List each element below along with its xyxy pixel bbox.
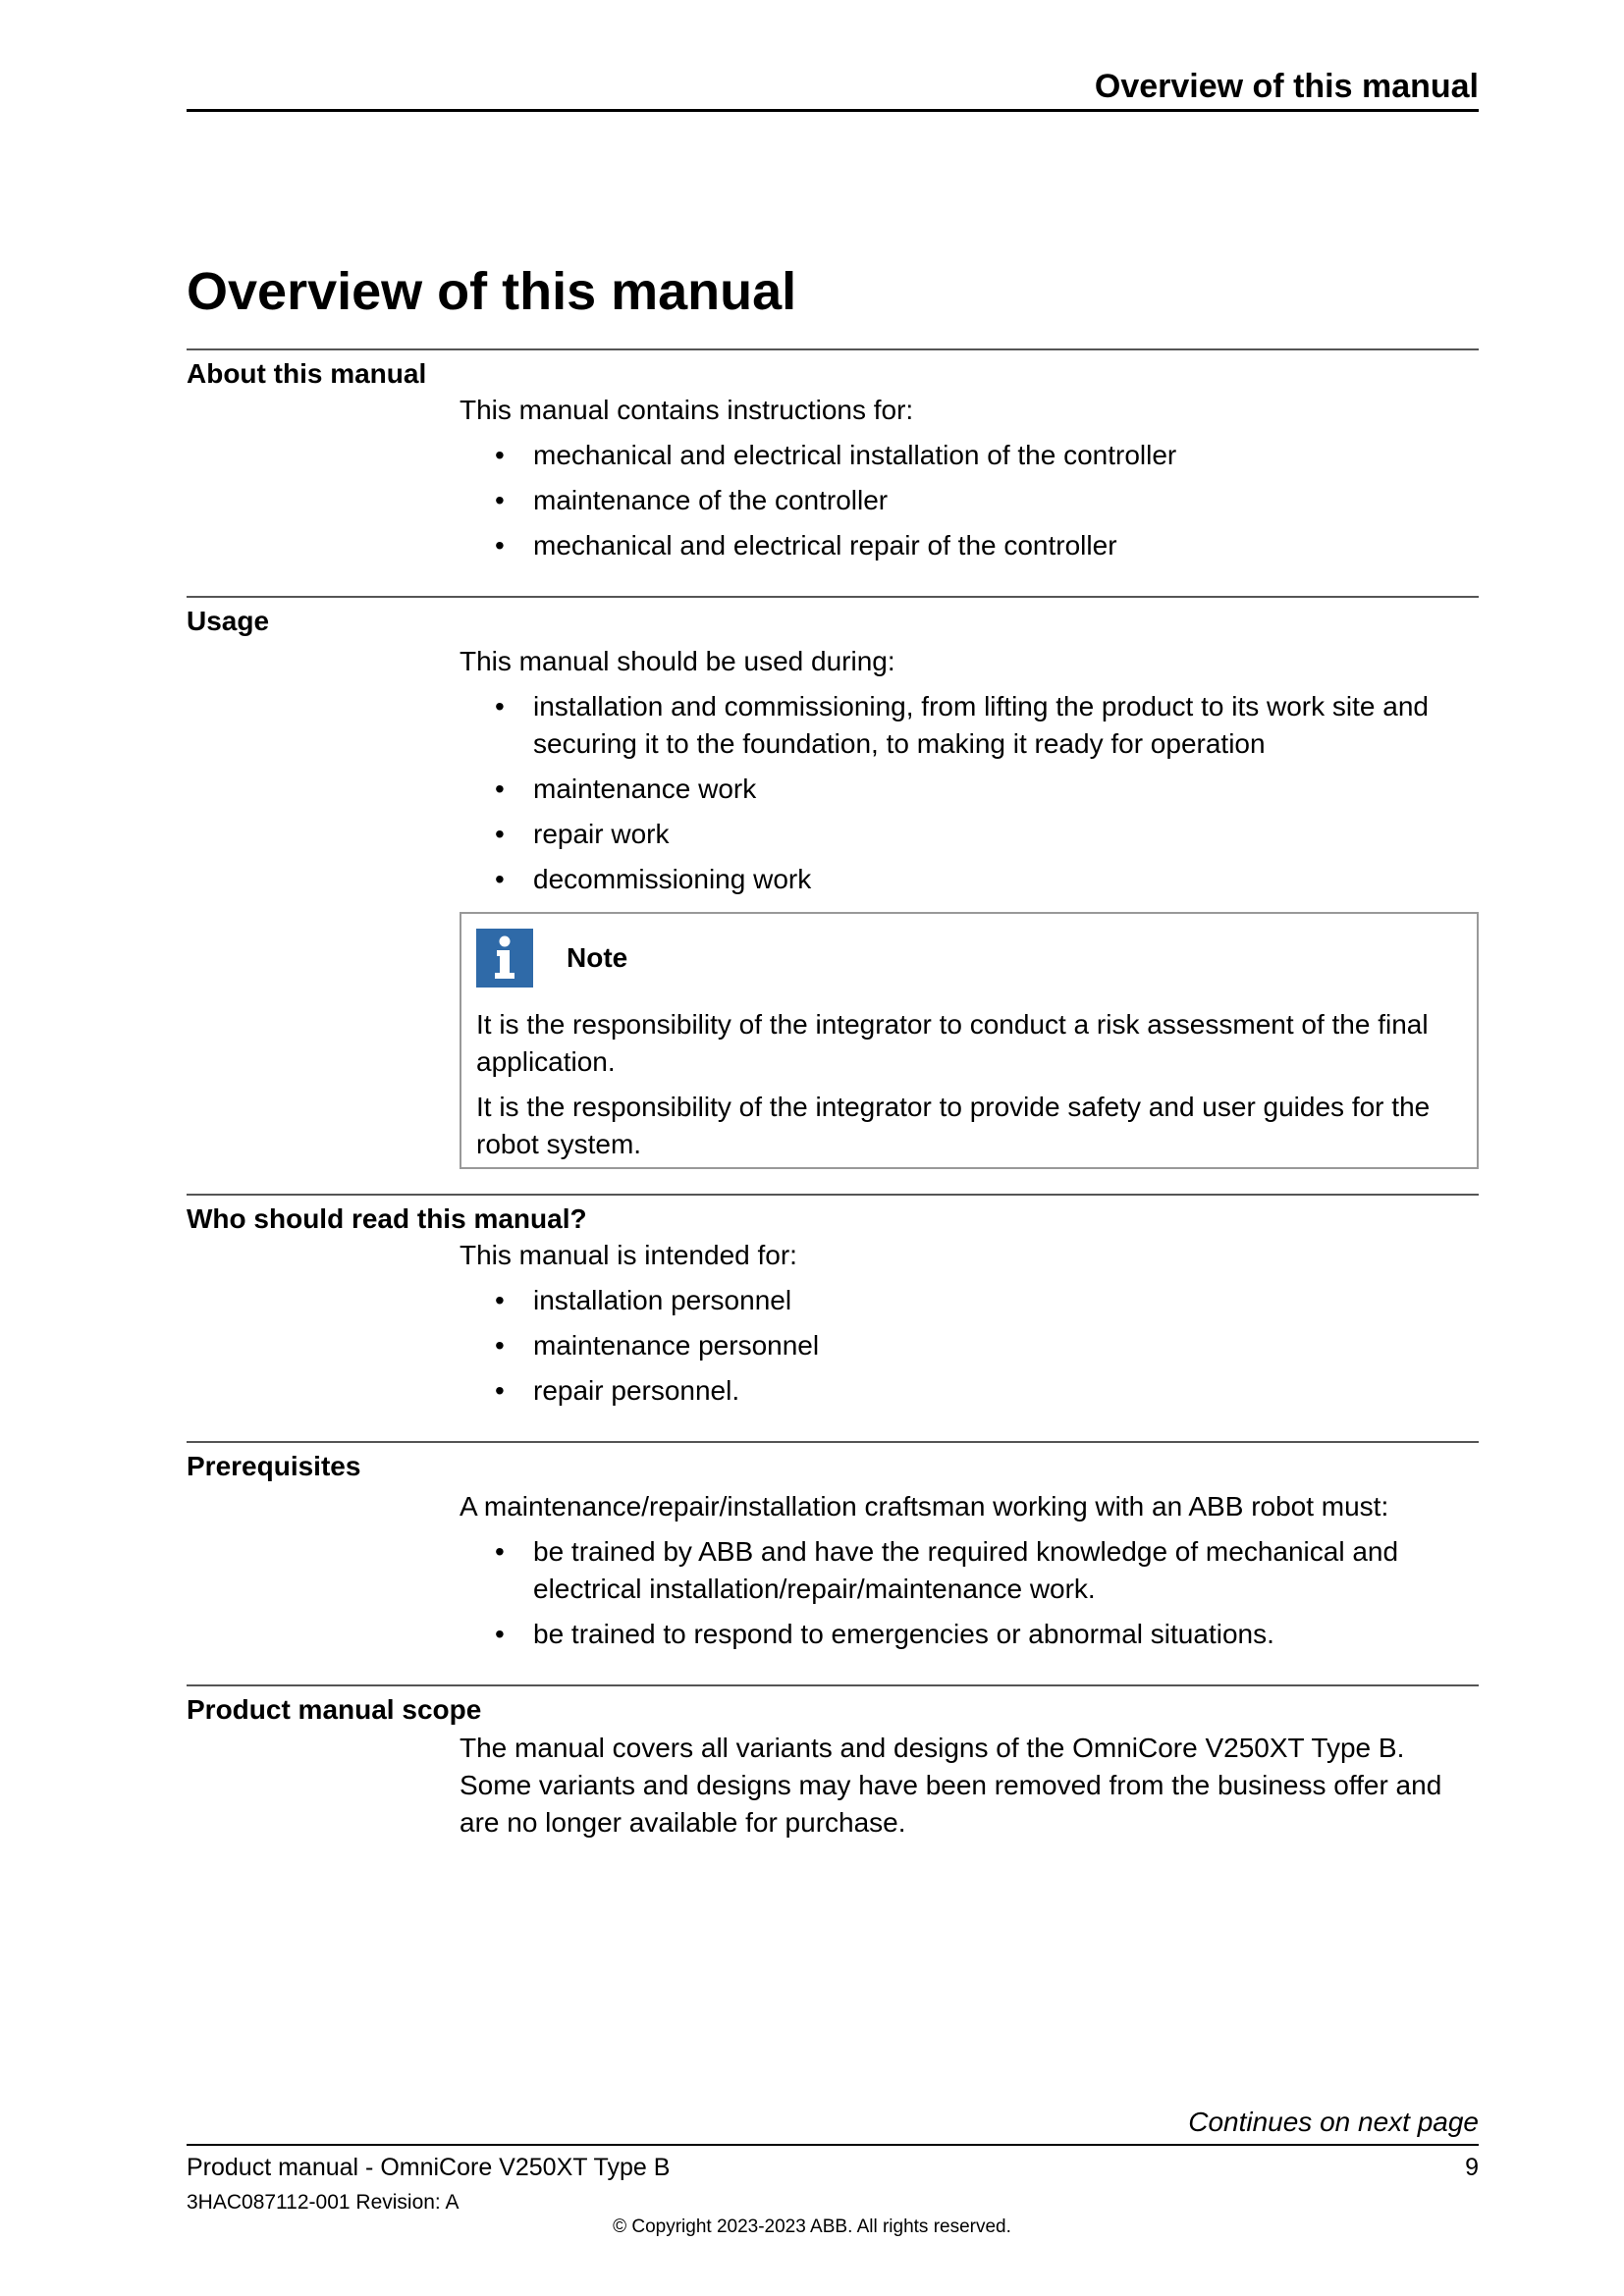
section-body (460, 1488, 1479, 1653)
list-item: • maintenance personnel (495, 1330, 820, 1361)
section-label: About this manual (187, 358, 427, 389)
footer-doc-id: 3HAC087112-001 Revision: A (187, 2191, 460, 2214)
section-body (460, 1730, 1479, 1842)
section-intro: This manual contains instructions for: (460, 395, 914, 425)
section-label: Product manual scope (187, 1694, 482, 1725)
list-item: • repair personnel. (495, 1375, 740, 1406)
note-header (476, 928, 1463, 988)
footer-product: Product manual - OmniCore V250XT Type B (187, 2154, 671, 2181)
list-item: • maintenance work (495, 774, 757, 804)
section-body (460, 392, 1479, 564)
list-item: • decommissioning work (495, 864, 812, 894)
section-prerequisites (187, 1441, 1479, 1684)
section-label: Who should read this manual? (187, 1203, 587, 1234)
list-item: • installation and commissioning, from lifting the product to its work site and securing it to the foundation, to making it ready for operation (495, 691, 1429, 759)
list-item: • installation personnel (495, 1285, 792, 1315)
bullet-list (460, 1282, 1479, 1410)
section-intro: A maintenance/repair/installation craftsman working with an ABB robot must: (460, 1491, 1389, 1522)
note-paragraph: It is the responsibility of the integrator to conduct a risk assessment of the final application. (476, 1009, 1429, 1077)
section-body (460, 1237, 1479, 1410)
page-number: 9 (1465, 2154, 1479, 2181)
running-header-title: Overview of this manual (1094, 68, 1479, 105)
note-box (460, 912, 1479, 1169)
bullet-list (460, 1533, 1479, 1653)
section-label: Prerequisites (187, 1451, 361, 1481)
page-title: Overview of this manual (187, 262, 797, 321)
list-item: • maintenance of the controller (495, 485, 889, 515)
section-intro: This manual is intended for: (460, 1240, 797, 1270)
section-body (460, 643, 1479, 1169)
section-label: Usage (187, 606, 270, 636)
bullet-list (460, 437, 1479, 564)
list-item: • repair work (495, 819, 670, 849)
list-item: • mechanical and electrical repair of the controller (495, 530, 1117, 561)
section-scope (187, 1684, 1479, 1881)
section-text: The manual covers all variants and designs of the OmniCore V250XT Type B. Some variants and designs may have been removed from the business offer and are no longer available for purchase. (460, 1733, 1442, 1838)
info-icon (476, 929, 533, 988)
running-header (187, 65, 1479, 112)
list-item: • be trained to respond to emergencies or abnormal situations. (495, 1619, 1274, 1649)
section-readers (187, 1194, 1479, 1441)
list-item: • be trained by ABB and have the required knowledge of mechanical and electrical installation/repair/maintenance work. (495, 1536, 1399, 1604)
section-intro: This manual should be used during: (460, 646, 895, 676)
section-about (187, 348, 1479, 596)
bullet-list (460, 688, 1479, 898)
section-usage (187, 596, 1479, 1194)
continues-note: Continues on next page (1188, 2107, 1479, 2137)
page-footer (187, 2144, 1479, 2214)
list-item: • mechanical and electrical installation of the controller (495, 440, 1177, 470)
note-paragraph: It is the responsibility of the integrator to provide safety and user guides for the robot system. (476, 1092, 1431, 1159)
note-title: Note (567, 942, 628, 973)
copyright: © Copyright 2023-2023 ABB. All rights reserved. (613, 2216, 1011, 2237)
